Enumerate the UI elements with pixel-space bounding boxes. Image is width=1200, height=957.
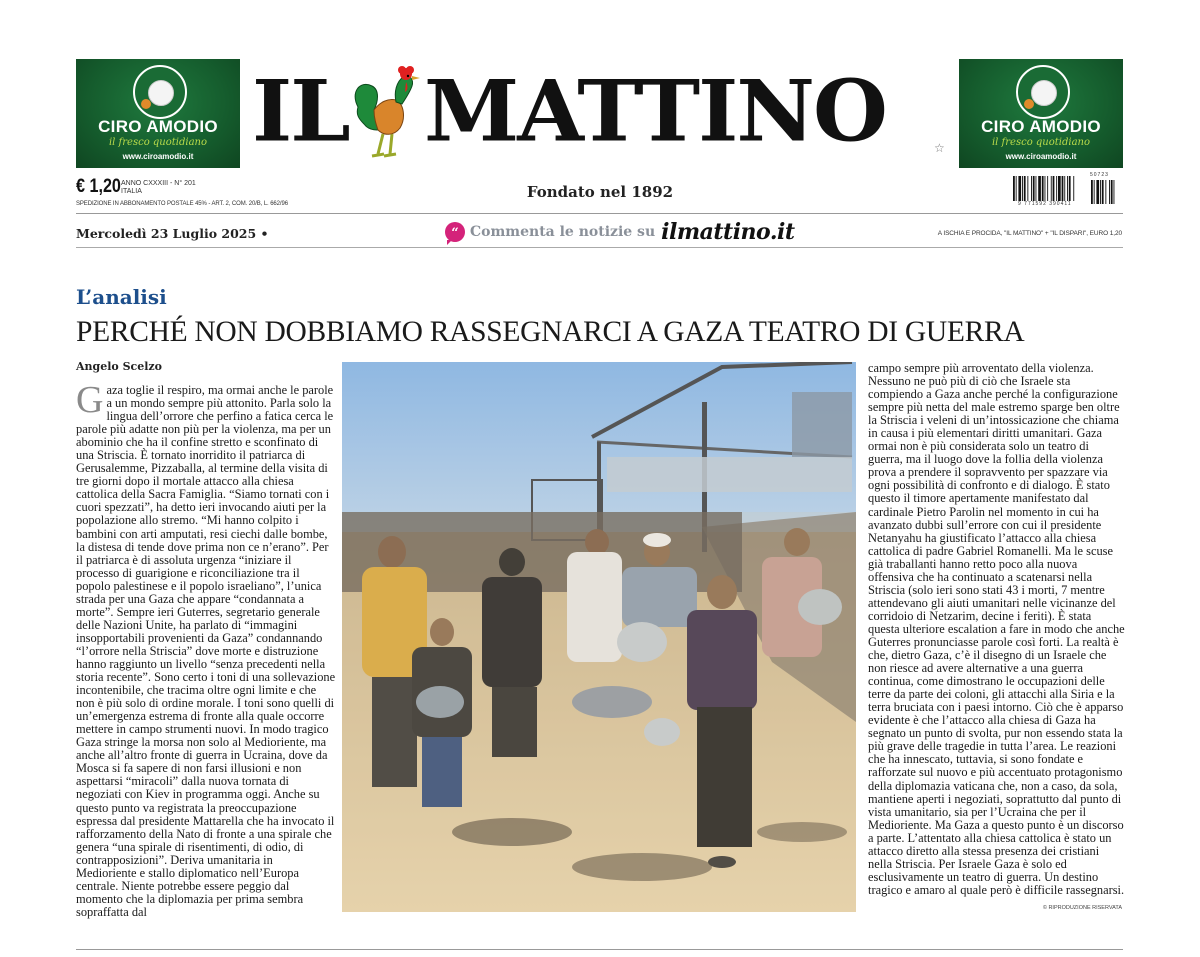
article-text-right: campo sempre più arroventato della violenza. Nessuno ne può più di ciò che Israele sta compiendo a Gaza anche perché la configurazione sempre più netta del male estremo sparge ben oltre la Striscia i veleni di un’intossicazione che chiama in causa i più elementari diritti umanitari. Gaza ormai non è più considerata solo un teatro di guerra, ma il luogo dove la follia della violenza prova a prendere il sopravvento per spazzare via ogni possibilità di confronto e di dialogo. È stato questo il timore apertamente manifestato dal cardinale Pietro Parolin nel momento in cui ha avanzato dubbi sull’errore con cui il presidente Netanyahu ha giustificato l’attacco alla chiesa cattolica di padre Gabriel Romanelli. Ma le scuse già traballanti hanno retto poco alla nuova offensiva che ha continuato a scatenarsi nella Striscia (solo ieri sono stati 43 i morti, 7 mentre attendevano gli aiuti umanitari nelle vicinanze del corridoio di Netzarim, decine i feriti). È stata questa ulteriore escalation a fare in modo che anche Guterres pronunciasse parole così forti. La realtà è che, dietro Gaza, c’è il disegno di un Israele che non riesce ad avere alternative a una guerra continua, come dimostrano le occupazioni delle terre da parte dei coloni, gli attacchi alla Siria e la terra bruciata con i paesi intorno. Ciò che è apparso evidente è che l’attacco alla chiesa di Gaza ha segnato un punto di svolta, pur non essendo stata la più grave delle tragedie in tutta l’area. Le reazioni che ha innescato, tuttavia, si sono fondate e rafforzate sul nuovo e più accentuato protagonismo della diplomazia vaticana che, non a caso, da sola, mantiene aperti i negoziati, soprattutto dal punto di vista umanitario, sia per l’Ucraina che per il Medioriente. Ma Gaza a questo punto è un discorso a parte. L’attentato alla chiesa cattolica è stato un attacco diretto alla stessa presenza dei cristiani nella Striscia. Per Israele Gaza è solo ed esclusivamente un teatro di guerra. Un destino tragico e amaro al quale però è difficile rassegnarsi. [868,361,1125,897]
divider [76,213,1123,214]
issue-number: ANNO CXXXIII - N° 201 [121,180,196,187]
ad-ciro-amodio-right[interactable] [959,59,1123,168]
site-link[interactable]: ilmattino.it [661,219,795,245]
barcode-bar [1036,176,1037,201]
article-headline[interactable]: PERCHÉ NON DOBBIAMO RASSEGNARCI A GAZA TEATRO DI GUERRA [76,316,1025,348]
barcode-bar [1038,176,1041,201]
article-photo [342,362,856,912]
barcode-bar [1064,176,1065,201]
article-text-left: aza toglie il respiro, ma ormai anche le parole a un mondo sempre più attonito. Parla solo la lingua dell’orrore che perfino a fatica cerca le parole più adatte non più per la violenza, ma per un abominio che ha il confine stretto e sconfinato di una Striscia. È tornato inorridito il patriarca di Gerusalemme, Pizzaballa, al termine della visita di tre giorni dopo il mortale attacco alla chiesa cattolica della Sacra Famiglia. “Siamo tornati con i cuori spezzati”, ha detto ieri invocando aiuti per la popolazione allo stremo. “Mi hanno colpito i bambini con arti amputati, resi ciechi dalle bombe, la distesa di tende dove prima non ce n’erano”. Per il patriarca è di assoluta urgenza “iniziare il processo di guarigione e riconciliazione tra il popolo palestinese e il popolo israeliano”, l’unica strada per una Gaza che appare “condannata a morte”. Sempre ieri Guterres, segretario generale delle Nazioni Unite, ha parlato di “immagini insopportabili provenienti da Gaza” condannando “l’orrore nella Striscia” dove morte e distruzione hanno raggiunto un livello “senza precedenti nella storia recente”. Sono certo i toni di una sollevazione incontenibile, che tracima oltre ogni limite e che non è più solo di ordine morale. I toni sono quelli di un’emergenza estrema di fronte alla quale occorre mettere in campo strumenti nuovi. In modo tragico Gaza stringe la morsa non solo al Medioriente, ma anche all’altro fronte di guerra in Ucraina, dove da Mosca si fa sapere di non farsi illusioni e non aspettarsi “miracoli” dalla nuova tornata di negoziati con Kiev in programma oggi. Anche su questo punto va registrata la preoccupazione espressa dal presidente Mattarella che ha invocato il rafforzamento della Nato di fronte a una spirale che genera “una spirale di risentimenti, di odio, di contrapposizioni”. Deriva umanitaria in Medioriente e stallo diplomatico nell’Europa centrale. Niente potrebbe essere peggio dal momento che la diplomazia per prima sembra sopraffatta dal [76,383,336,919]
barcode-bar [1067,176,1068,201]
ad-brand: CIRO AMODIO [981,117,1101,136]
ad-url: www.ciroamodio.it [1005,152,1077,161]
barcode-addon-bar [1105,180,1106,204]
barcode-addon-bar [1102,180,1104,204]
star-icon: ☆ [934,141,945,155]
barcode-addon-bar [1109,180,1110,204]
barcode-bar [1058,176,1061,201]
barcode-addon-bar [1094,180,1095,204]
barcode-number: 9 771592 390411 [1018,201,1072,207]
photo-crowd-running [342,362,856,912]
barcode-bar [1056,176,1057,201]
article-kicker: L’analisi [76,285,167,309]
copyright-notice: © RIPRODUZIONE RISERVATA [1042,905,1122,911]
flower-icon [141,99,151,109]
article-byline: Angelo Scelzo [76,360,162,373]
cow-icon [1031,80,1057,106]
drop-cap: G [76,379,104,421]
barcode-bar [1027,176,1028,201]
barcode-bar [1047,176,1048,201]
barcode-bar [1042,176,1044,201]
ad-tagline: il fresco quotidiano [991,137,1090,148]
article-column-right [868,362,1126,897]
rooster-icon [350,62,425,162]
ad-url: www.ciroamodio.it [122,152,194,161]
barcode-addon-bar [1100,180,1101,204]
flower-icon [1024,99,1034,109]
barcode-bar [1024,176,1026,201]
founded-line: Fondato nel 1892 [526,183,674,201]
ad-badge-logo [133,65,187,119]
barcode-addon: 50723 [1090,172,1109,178]
barcode-bar [1022,176,1023,201]
barcode-bar [1016,176,1017,201]
barcode-bar [1069,176,1071,201]
issue-date: Mercoledì 23 Luglio 2025 • [76,226,269,241]
barcode-bar [1031,176,1032,201]
barcode-bar [1018,176,1021,201]
barcode-addon-bar [1111,180,1113,204]
barcode-addon-bar [1114,180,1115,204]
issue-country: ITALIA [121,188,142,195]
masthead-logo[interactable] [252,62,945,162]
barcode-addon-bar [1096,180,1099,204]
barcode-bar [1073,176,1074,201]
ad-badge-logo [1016,65,1070,119]
article-column-left [76,379,336,919]
ischia-notice: A ISCHIA E PROCIDA, "IL MATTINO" + "IL DISPARI", EURO 1,20 [937,230,1122,237]
divider [76,949,1123,950]
barcode-bar [1013,176,1015,201]
barcode-bar [1045,176,1046,201]
cow-icon [148,80,174,106]
postal-notice: SPEDIZIONE IN ABBONAMENTO POSTALE 45% - ART. 2, COM. 20/B, L. 662/96 [76,201,288,207]
barcode-addon-bar [1091,180,1093,204]
masthead-title-mattino: MATTINO [424,62,886,161]
barcode-bar [1053,176,1055,201]
barcode-bar [1051,176,1052,201]
comment-promo[interactable] [445,219,795,245]
ad-tagline: il fresco quotidiano [108,137,207,148]
comment-bubble-icon: “ [445,222,465,242]
barcode-bar [1033,176,1035,201]
ad-ciro-amodio-left[interactable] [76,59,240,168]
price: € 1,20 [76,176,121,197]
ad-brand: CIRO AMODIO [98,117,218,136]
masthead-title-il: IL [252,62,349,161]
comment-text: Commenta le notizie su [470,224,656,240]
barcode-bar [1062,176,1064,201]
divider [76,247,1123,248]
